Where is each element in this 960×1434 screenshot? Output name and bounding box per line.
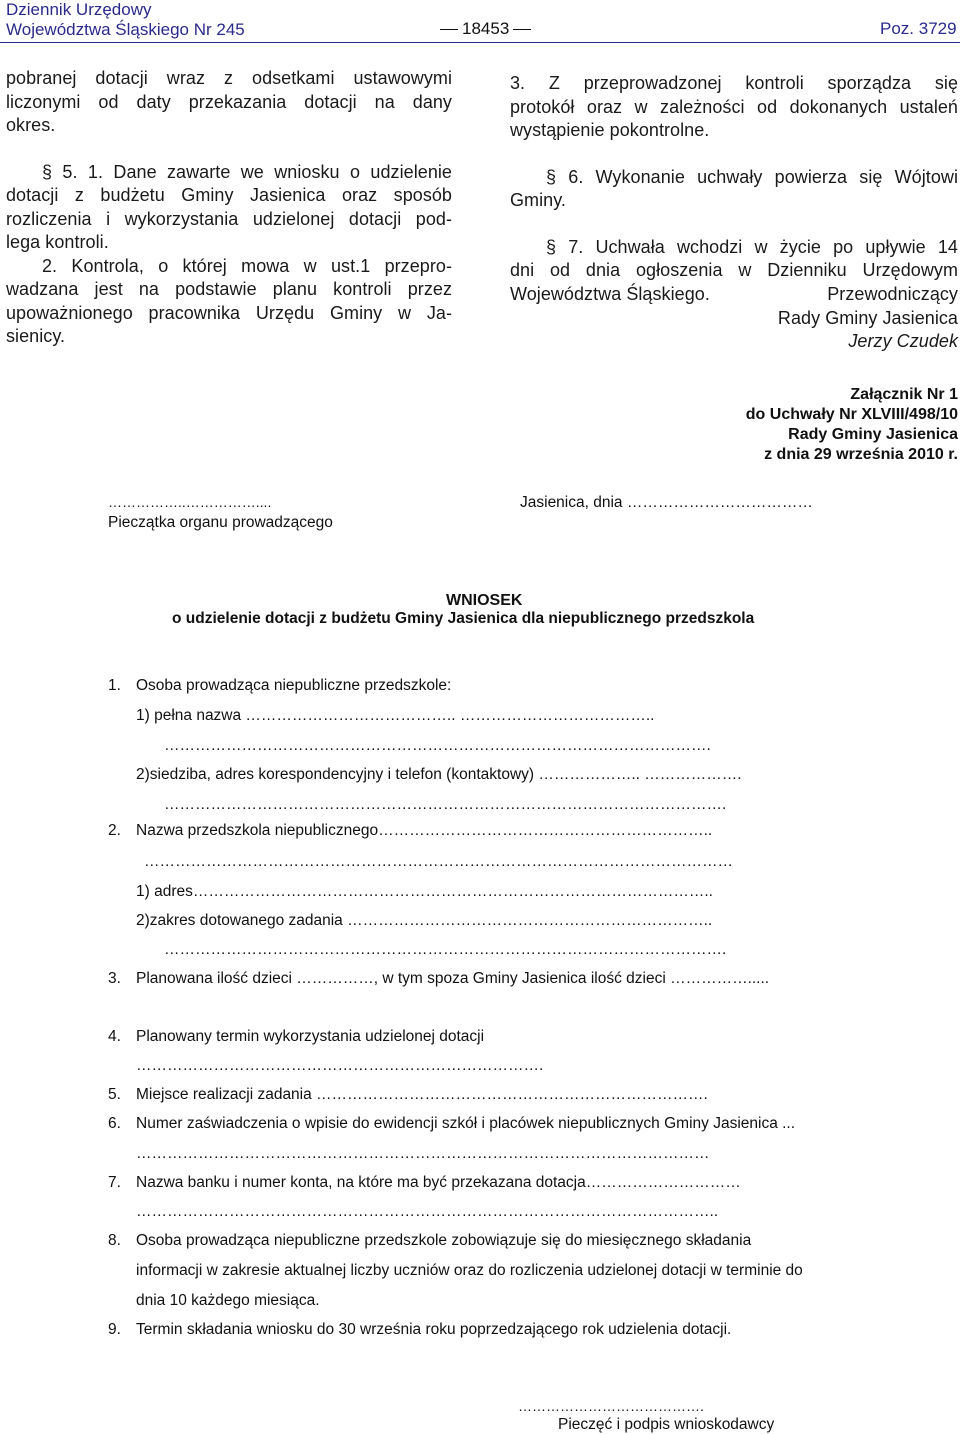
signature-name: Jerzy Czudek <box>848 331 958 351</box>
left-p3-l3: upoważnionego pracownika Urzędu Gminy w Ja- <box>6 302 452 323</box>
left-p3-l4: sienicy. <box>6 326 66 346</box>
form-item-line: ………………………………………………………………………………………………. <box>164 796 727 813</box>
form-item-line: dnia 10 każdego miesiąca. <box>136 1292 320 1309</box>
signature-body: Rady Gminy Jasienica <box>777 307 958 328</box>
form-item-line: Osoba prowadząca niepubliczne przedszkole: <box>136 677 452 694</box>
form-item-line: ……………………………………………………………………………………………. <box>164 737 711 754</box>
form-item-number: 1. <box>108 677 121 694</box>
right-p1-l3: wystąpienie pokontrolne. <box>510 120 710 140</box>
dash-right <box>513 29 531 30</box>
header-divider <box>0 42 960 43</box>
form-item-line: Planowany termin wykorzystania udzielonej dotacji <box>136 1028 485 1045</box>
left-column <box>6 67 452 349</box>
left-p3-l1: 2. Kontrola, o której mowa w ust.1 przepro- <box>42 255 452 276</box>
left-p1-l2: liczonymi od daty przekazania dotacji na dany <box>6 91 452 112</box>
form-item-line: Miejsce realizacji zadania …………………………………………………………………. <box>136 1086 708 1103</box>
attachment-line1: Załącznik Nr 1 <box>850 386 958 403</box>
form-item-number: 9. <box>108 1321 121 1338</box>
signature-dots: …………………………………. <box>518 1398 704 1414</box>
left-p2-l1: § 5. 1. Dane zawarte we wniosku o udzielenie <box>42 161 452 182</box>
page-number-text: 18453 <box>462 19 510 38</box>
right-column <box>510 72 958 354</box>
form-item-line: ………………………………………………………………………………………………… <box>136 1145 710 1162</box>
form-item-number: 6. <box>108 1115 121 1132</box>
right-p3-l1: § 7. Uchwała wchodzi w życie po upływie 14 <box>546 236 958 257</box>
form-item-line: 1) pełna nazwa ………………………………….. ……………………………….. <box>136 707 655 724</box>
form-item-number: 3. <box>108 970 121 987</box>
form-item-line: Nazwa przedszkola niepublicznego……………………………………………………….. <box>136 822 713 839</box>
attachment-line2: do Uchwały Nr XLVIII/498/10 <box>745 406 958 423</box>
attachment-block <box>640 385 958 465</box>
form-item-line: Nazwa banku i numer konta, na które ma być przekazana dotacja………………………… <box>136 1174 741 1191</box>
form-item-line: informacji w zakresie aktualnej liczby uczniów oraz do rozliczenia udzielonej dotacji w terminie do <box>136 1262 803 1279</box>
form-item-line: 2)zakres dotowanego zadania …………………………………………………………….. <box>136 912 713 929</box>
right-p3-l3: Województwa Śląskiego. <box>510 283 710 304</box>
journal-title-line2: Województwa Śląskiego Nr 245 <box>6 20 245 39</box>
left-p3-l2: wadzana jest na podstawie planu kontroli przez <box>6 279 452 299</box>
form-item-line: Planowana ilość dzieci ……………, w tym spoza Gminy Jasienica ilość dzieci ……………..... <box>136 970 770 987</box>
form-item-number: 5. <box>108 1086 121 1103</box>
form-item-number: 7. <box>108 1174 121 1191</box>
left-p1-l3: okres. <box>6 115 56 135</box>
form-item-number: 8. <box>108 1232 121 1249</box>
attachment-line4: z dnia 29 września 2010 r. <box>764 446 958 463</box>
form-item-number: 4. <box>108 1028 121 1045</box>
position-number: Poz. 3729 <box>880 19 957 38</box>
form-subtitle: o udzielenie dotacji z budżetu Gminy Jasienica dla niepublicznego przedszkola <box>172 610 755 627</box>
form-item-line: 1) adres……………………………………………………………………………………….. <box>136 883 713 900</box>
journal-title-line1: Dziennik Urzędowy <box>6 0 152 19</box>
stamp-label: Pieczątka organu prowadzącego <box>108 514 333 531</box>
form-item-number: 2. <box>108 822 121 839</box>
form-item-line: Osoba prowadząca niepubliczne przedszkole zobowiązuje się do miesięcznego składania <box>136 1232 752 1249</box>
right-p2-l1: § 6. Wykonanie uchwały powierza się Wójtowi <box>546 166 958 187</box>
form-item-line: …………………………………………………………………………………………………… <box>144 853 733 870</box>
form-item-line: ……………………………………………………………………. <box>136 1057 544 1074</box>
right-p2-l2: Gminy. <box>510 190 566 210</box>
journal-title <box>6 0 245 40</box>
form-item-line: Termin składania wniosku do 30 września roku poprzedzającego rok udzielenia dotacji. <box>136 1321 732 1338</box>
page-number <box>436 19 535 39</box>
form-title: WNIOSEK <box>446 592 523 609</box>
signature-title: Przewodniczący <box>827 284 958 304</box>
dash-left <box>440 29 458 30</box>
left-p2-l2: dotacji z budżetu Gminy Jasienica oraz sposób <box>6 185 452 205</box>
stamp-dots: ……………..…………….... <box>108 494 272 510</box>
left-p1-l1: pobranej dotacji wraz z odsetkami ustawowymi <box>6 68 452 88</box>
left-p2-l4: lega kontroli. <box>6 232 109 252</box>
form-item-line: ………………………………………………………………………………………………….. <box>136 1203 719 1220</box>
place-date: Jasienica, dnia ……………………………… <box>520 494 813 511</box>
form-item-line: 2)siedziba, adres korespondencyjny i telefon (kontaktowy) ……………….. ………………. <box>136 766 742 783</box>
left-p2-l3: rozliczenia i wykorzystania udzielonej dotacji pod- <box>6 208 452 229</box>
attachment-line3: Rady Gminy Jasienica <box>788 426 958 443</box>
right-p1-l2: protokół oraz w zależności od dokonanych ustaleń <box>510 96 958 117</box>
form-item-line: Numer zaświadczenia o wpisie do ewidencji szkół i placówek niepublicznych Gminy Jasienica ... <box>136 1115 796 1132</box>
form-item-line: ………………………………………………………………………………………………. <box>164 941 727 958</box>
right-p3-l2: dni od dnia ogłoszenia w Dzienniku Urzędowym <box>510 260 958 280</box>
signature-label: Pieczęć i podpis wnioskodawcy <box>558 1416 775 1433</box>
right-p1-l1: 3. Z przeprowadzonej kontroli sporządza się <box>510 73 958 93</box>
